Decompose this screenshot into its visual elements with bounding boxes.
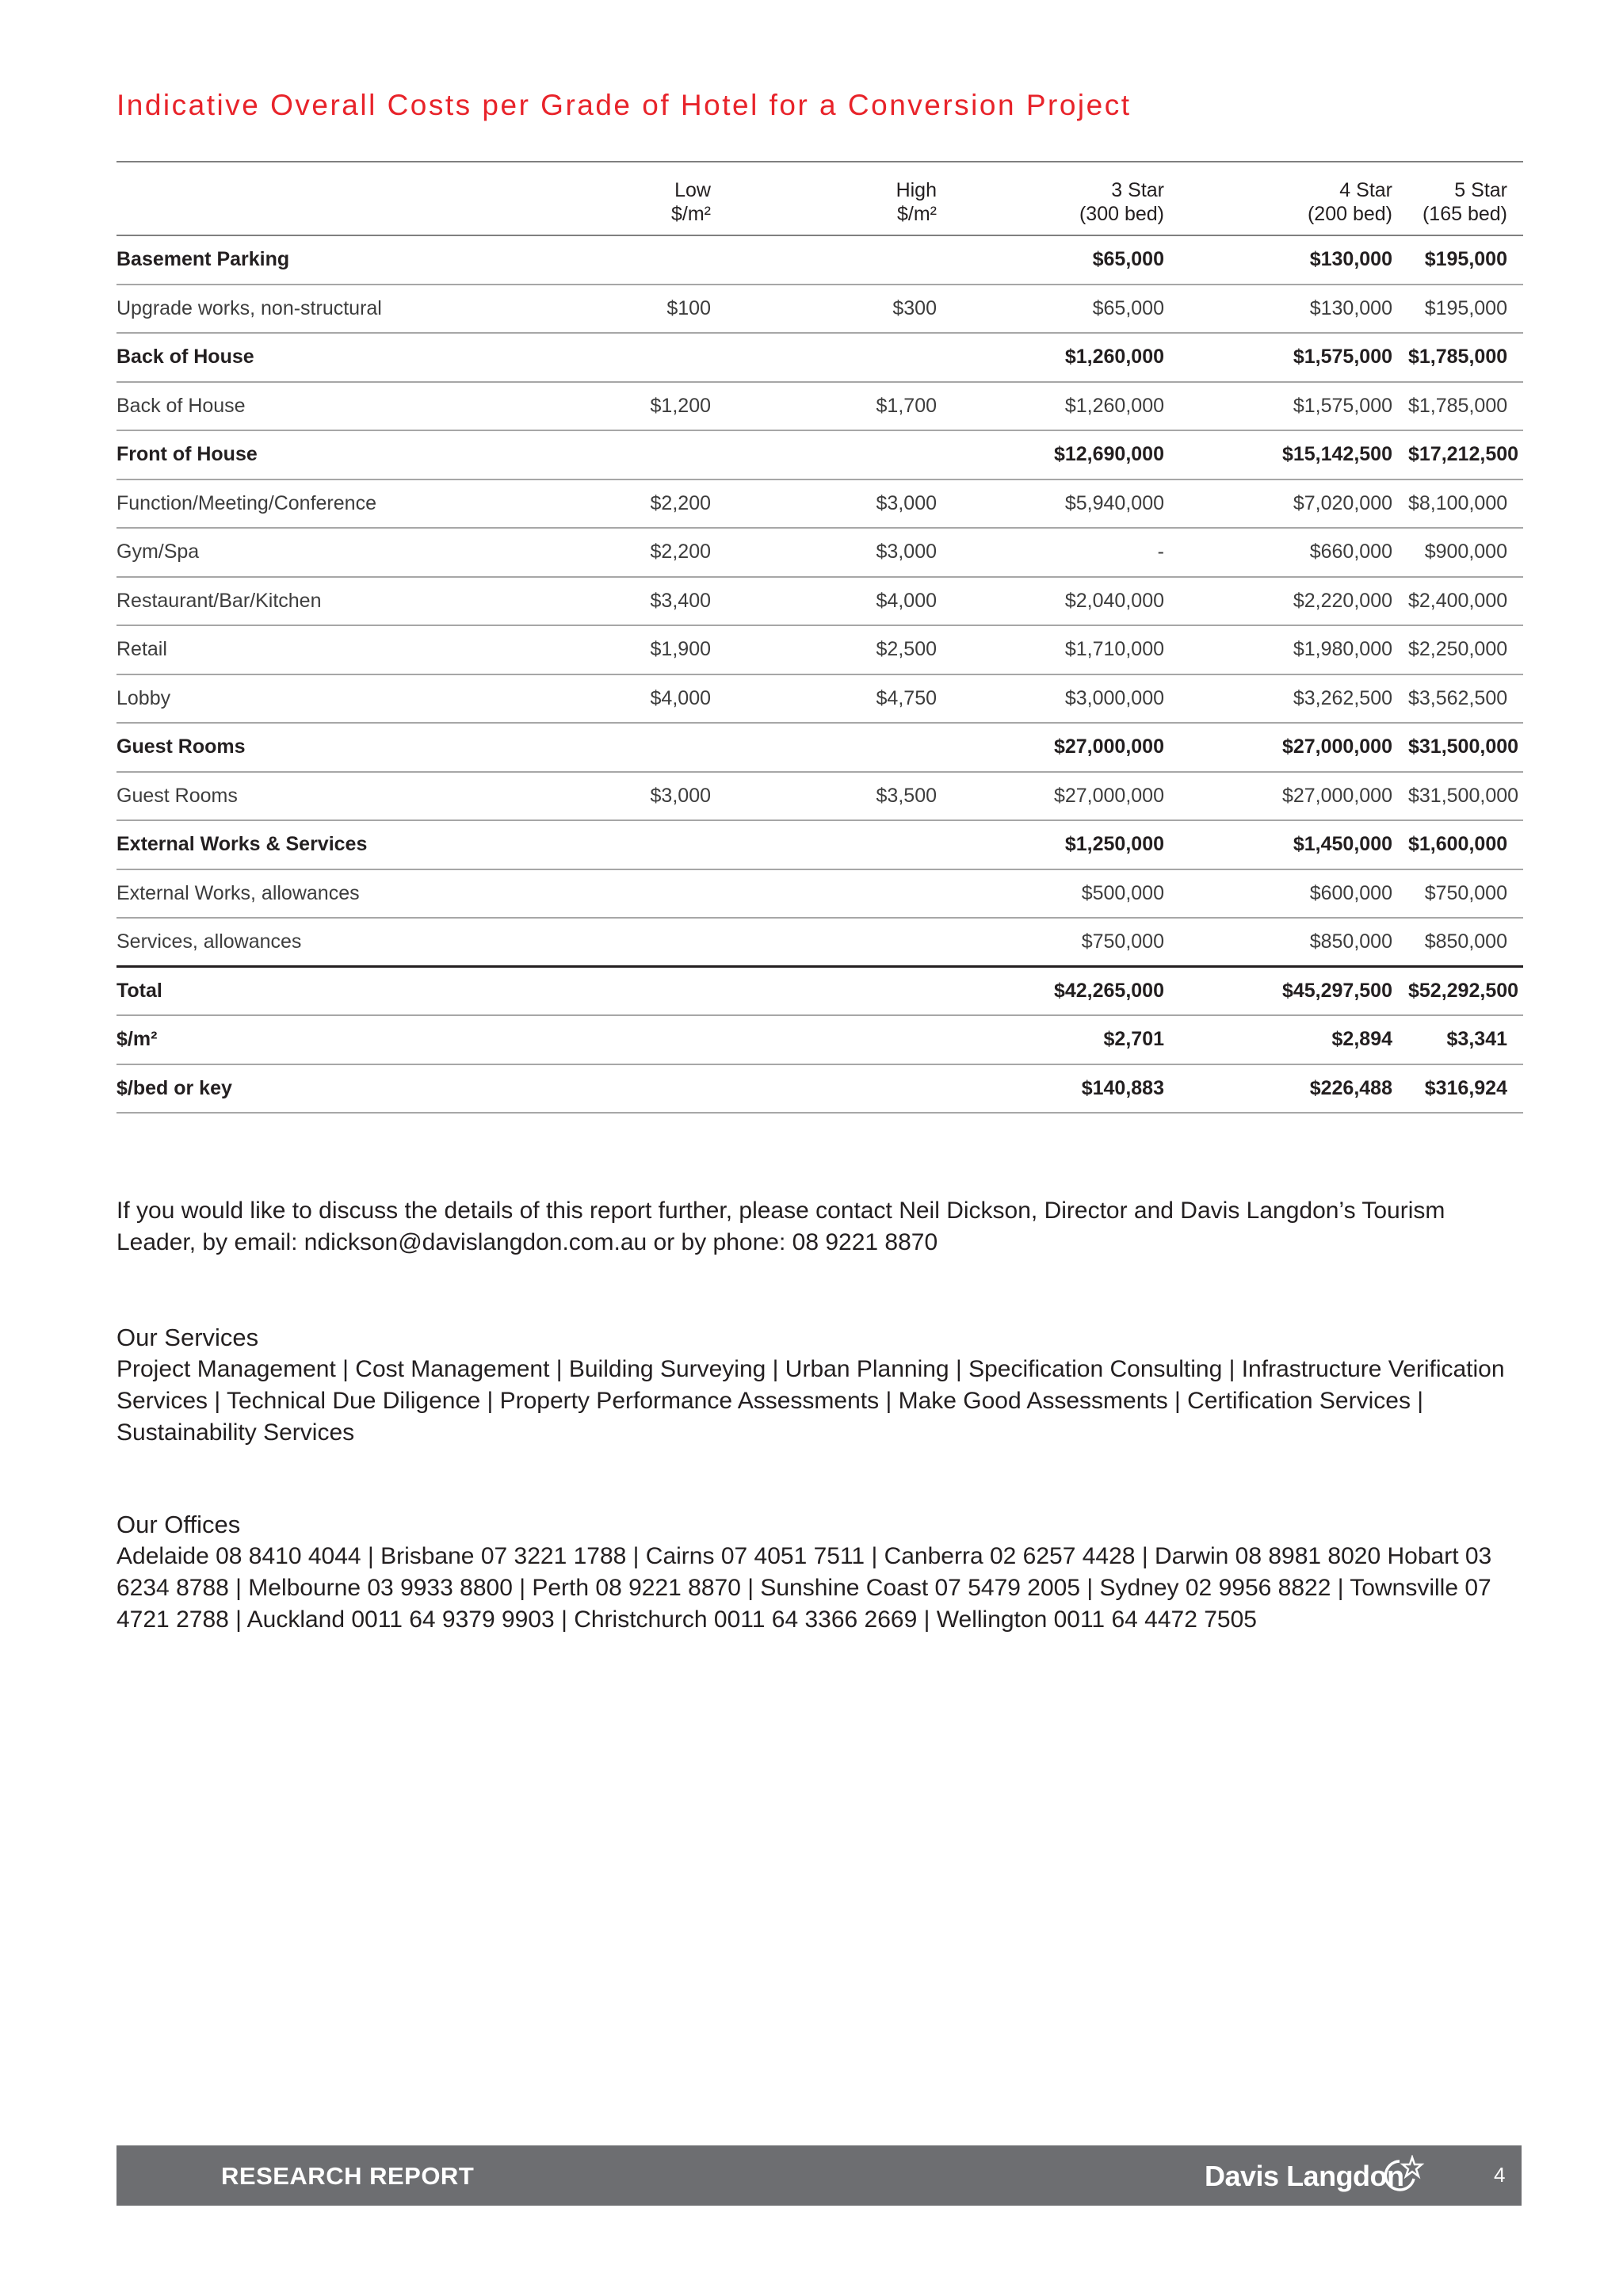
cell-low-cost: $3,400 [650,589,711,612]
cell-three-star-cost: $12,690,000 [1053,443,1164,466]
table-row [116,1064,1523,1114]
table-row [116,723,1523,772]
table-row [116,918,1523,967]
cell-three-star-cost: $3,000,000 [1064,686,1164,709]
cell-low-cost: $3,000 [650,784,711,807]
cell-four-star-cost: $130,000 [1309,248,1392,271]
cell-high-cost: $1,700 [876,394,937,417]
cell-row-label: Back of House [116,346,254,369]
cell-high-cost [727,1015,953,1064]
cell-four-star-cost: $600,000 [1309,881,1392,904]
cell-row-label: Upgrade works, non-structural [116,296,382,319]
header-4star-line2: (200 bed) [1307,203,1392,225]
cell-low-cost: $1,900 [650,638,711,661]
cell-high-cost [727,1064,953,1114]
cell-five-star-cost: $17,212,500 [1408,443,1519,466]
cell-high-cost [727,333,953,382]
cell-four-star-cost: $2,220,000 [1293,589,1392,612]
cell-five-star-cost: $316,924 [1424,1076,1507,1099]
cell-low-cost [497,333,727,382]
cell-five-star-cost: $750,000 [1424,881,1507,904]
table-row [116,772,1523,821]
table-row [116,820,1523,869]
cell-four-star-cost: $27,000,000 [1281,735,1392,758]
cell-five-star-cost: $2,400,000 [1408,589,1508,612]
table-row [116,382,1523,431]
cell-high-cost: $3,000 [876,491,937,514]
header-high-line1: High [896,179,937,201]
cell-three-star-cost: $500,000 [1081,881,1164,904]
header-row [116,162,1523,235]
table-row [116,625,1523,674]
header-low-line2: $/m² [671,203,711,225]
cell-four-star-cost: $850,000 [1309,930,1392,953]
table-header [116,162,1523,235]
cell-low-cost [497,235,727,285]
cell-three-star-cost: $27,000,000 [1053,735,1164,758]
header-5star-line2: (165 bed) [1422,203,1507,225]
page-number: 4 [1494,2163,1506,2187]
cell-high-cost: $300 [892,296,937,319]
cell-low-cost: $4,000 [650,686,711,709]
header-cell-high [727,162,953,235]
cell-five-star-cost: $850,000 [1424,930,1507,953]
table-row [116,577,1523,626]
cell-three-star-cost: $2,040,000 [1064,589,1164,612]
cell-three-star-cost: $2,701 [1103,1028,1164,1051]
cell-five-star-cost: $3,341 [1446,1028,1507,1051]
cell-three-star-cost: $5,940,000 [1064,491,1164,514]
cell-row-label: Services, allowances [116,930,302,953]
cell-row-label: Guest Rooms [116,784,238,807]
table-row [116,1015,1523,1064]
cell-low-cost: $2,200 [650,491,711,514]
header-5star-line1: 5 Star [1454,179,1507,201]
header-cell-label [116,162,497,235]
services-list: Project Management | Cost Management | Building Surveying | Urban Planning | Specification Consulting | Infrastructure Verification Services | Technical Due Diligence | Property Performance Assessments | Make Good Assessments | Certification Services | Sustainability Services [116,1356,1505,1446]
cell-row-label: Guest Rooms [116,735,246,758]
cell-five-star-cost: $1,785,000 [1408,346,1508,369]
table-row [116,285,1523,334]
cell-three-star-cost: $27,000,000 [1053,784,1164,807]
table-row [116,430,1523,479]
cell-high-cost: $3,500 [876,784,937,807]
cell-three-star-cost: $65,000 [1092,248,1164,271]
footer-brand-logo: Davis Langdon [1205,2160,1404,2192]
cell-row-label: $/m² [116,1028,158,1051]
cell-row-label: Gym/Spa [116,541,200,563]
services-heading: Our Services [116,1324,259,1351]
cell-four-star-cost: $2,894 [1331,1028,1392,1051]
table-row [116,674,1523,724]
header-cell-3star [953,162,1180,235]
cell-row-label: Restaurant/Bar/Kitchen [116,589,322,612]
cell-row-label: Function/Meeting/Conference [116,491,376,514]
header-low-line1: Low [674,179,711,201]
header-high-line2: $/m² [897,203,937,225]
cell-three-star-cost: $1,260,000 [1064,346,1164,369]
star-logo-icon [1382,2155,1425,2195]
cell-row-label: External Works, allowances [116,881,360,904]
cell-four-star-cost: $15,142,500 [1281,443,1392,466]
table-body [116,235,1523,1113]
cell-three-star-cost: $1,250,000 [1064,833,1164,856]
cell-four-star-cost: $130,000 [1309,296,1392,319]
cell-five-star-cost: $8,100,000 [1408,491,1508,514]
cell-low-cost: $100 [666,296,711,319]
cell-five-star-cost: $900,000 [1424,541,1507,563]
cell-three-star-cost: $65,000 [1092,296,1164,319]
cell-row-label: External Works & Services [116,833,368,856]
cell-five-star-cost: $1,600,000 [1408,833,1508,856]
footer-bar [116,2145,1522,2206]
cell-five-star-cost: $31,500,000 [1408,735,1519,758]
cell-high-cost [727,869,953,919]
cell-four-star-cost: $1,980,000 [1293,638,1392,661]
cell-row-label: Lobby [116,686,171,709]
cell-low-cost [497,869,727,919]
cell-low-cost [497,430,727,479]
cell-row-label: Total [116,980,162,1002]
offices-section [116,1509,1527,1636]
cell-five-star-cost: $2,250,000 [1408,638,1508,661]
cell-low-cost [497,723,727,772]
footer-report-label: RESEARCH REPORT [221,2162,475,2190]
cell-low-cost [497,918,727,967]
cell-row-label: Retail [116,638,167,661]
cell-four-star-cost: $1,575,000 [1293,394,1392,417]
cell-four-star-cost: $1,575,000 [1293,346,1392,369]
cell-high-cost [727,723,953,772]
header-cell-5star [1408,162,1523,235]
table-row [116,528,1523,577]
table-row [116,967,1523,1016]
cell-row-label: Front of House [116,443,258,466]
cell-three-star-cost: $42,265,000 [1053,980,1164,1002]
cell-three-star-cost: $750,000 [1081,930,1164,953]
cell-high-cost [727,918,953,967]
cell-three-star-cost: - [1157,541,1164,563]
cell-low-cost [497,820,727,869]
table-row [116,333,1523,382]
cell-row-label: Back of House [116,394,246,417]
cell-high-cost [727,967,953,1016]
cell-high-cost: $3,000 [876,541,937,563]
page-title: Indicative Overall Costs per Grade of Hotel for a Conversion Project [116,89,1132,121]
cell-five-star-cost: $1,785,000 [1408,394,1508,417]
cell-four-star-cost: $1,450,000 [1293,833,1392,856]
cell-low-cost [497,1064,727,1114]
header-cell-low [497,162,727,235]
services-section [116,1322,1527,1449]
cell-four-star-cost: $45,297,500 [1281,980,1392,1002]
cell-four-star-cost: $27,000,000 [1281,784,1392,807]
cell-three-star-cost: $140,883 [1081,1076,1164,1099]
cell-low-cost: $2,200 [650,541,711,563]
cell-three-star-cost: $1,710,000 [1064,638,1164,661]
cell-high-cost: $2,500 [876,638,937,661]
table-row [116,235,1523,285]
cell-five-star-cost: $195,000 [1424,248,1507,271]
cost-table [116,161,1523,1114]
cell-low-cost [497,1015,727,1064]
cell-four-star-cost: $226,488 [1309,1076,1392,1099]
contact-paragraph: If you would like to discuss the details of this report further, please contact Neil Dickson, Director and Davis Langdon’s Tourism Leader, by email: ndickson@davislangdon.com.au or by phone: 08 9221 8870 [116,1198,1445,1255]
cell-four-star-cost: $660,000 [1309,541,1392,563]
cell-high-cost: $4,000 [876,589,937,612]
cell-row-label: Basement Parking [116,248,290,271]
cell-high-cost [727,820,953,869]
header-3star-line2: (300 bed) [1079,203,1164,225]
cell-five-star-cost: $195,000 [1424,296,1507,319]
cell-four-star-cost: $7,020,000 [1293,491,1392,514]
cell-four-star-cost: $3,262,500 [1293,686,1392,709]
offices-heading: Our Offices [116,1511,241,1538]
header-4star-line1: 4 Star [1339,179,1392,201]
cell-five-star-cost: $3,562,500 [1408,686,1508,709]
cell-row-label: $/bed or key [116,1076,232,1099]
cell-five-star-cost: $52,292,500 [1408,980,1519,1002]
cell-high-cost [727,430,953,479]
cell-low-cost: $1,200 [650,394,711,417]
header-cell-4star [1180,162,1408,235]
cell-three-star-cost: $1,260,000 [1064,394,1164,417]
cell-high-cost [727,235,953,285]
cell-low-cost [497,967,727,1016]
table-row [116,869,1523,919]
header-3star-line1: 3 Star [1111,179,1164,201]
cell-five-star-cost: $31,500,000 [1408,784,1519,807]
cost-table-container [116,161,1523,1114]
cell-high-cost: $4,750 [876,686,937,709]
offices-list: Adelaide 08 8410 4044 | Brisbane 07 3221 1788 | Cairns 07 4051 7511 | Canberra 02 6257 4428 | Darwin 08 8981 8020 Hobart 03 6234 8788 | Melbourne 03 9933 8800 | Perth 08 9221 8870 | Sunshine Coast 07 5479 2005 | Sydney 02 9956 8822 | Townsville 07 4721 2788 | Auckland 0011 64 9379 9903 | Christchurch 0011 64 3366 2669 | Wellington 0011 64 4472 7505 [116,1543,1492,1633]
table-row [116,479,1523,529]
